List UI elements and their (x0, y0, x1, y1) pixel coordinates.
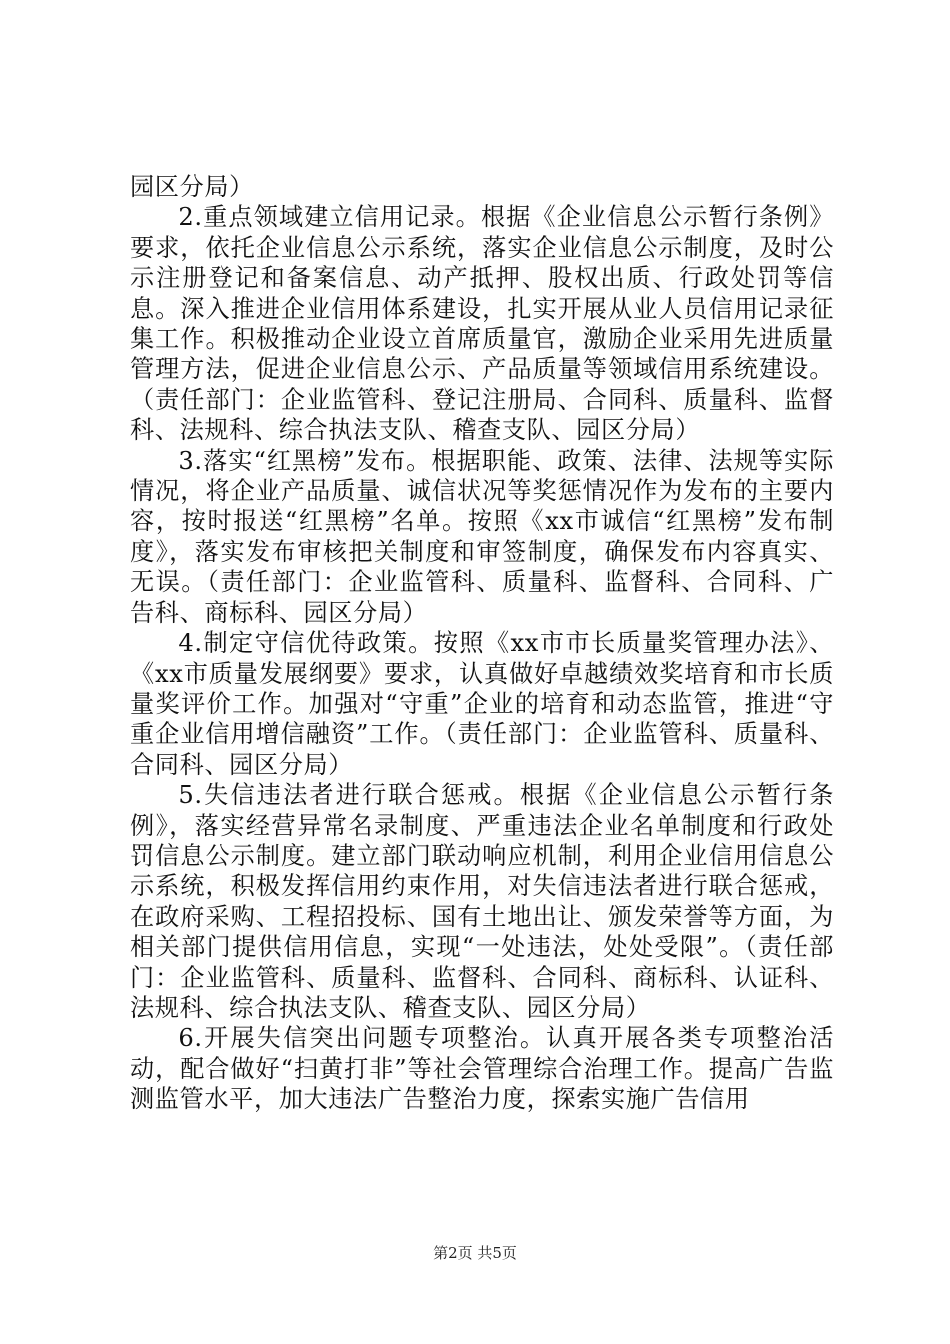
paragraph-item-6: 6.开展失信突出问题专项整治。认真开展各类专项整治活动，配合做好“扫黄打非”等社会管理综合治理工作。提高广告监测监管水平，加大违法广告整治力度，探索实施广告信用 (130, 1024, 834, 1114)
paragraph-item-3: 3.落实“红黑榜”发布。根据职能、政策、法律、法规等实际情况，将企业产品质量、诚信状况等奖惩情况作为发布的主要内容，按时报送“红黑榜”名单。按照《xx市诚信“红黑榜”发布制度》，落实发布审核把关制度和审签制度，确保发布内容真实、无误。（责任部门：企业监管科、质量科、监督科、合同科、广告科、商标科、园区分局） (130, 446, 834, 627)
paragraph-item-2: 2.重点领域建立信用记录。根据《企业信息公示暂行条例》要求，依托企业信息公示系统，落实企业信息公示制度，及时公示注册登记和备案信息、动产抵押、股权出质、行政处罚等信息。深入推进企业信用体系建设，扎实开展从业人员信用记录征集工作。积极推动企业设立首席质量官，激励企业采用先进质量管理方法，促进企业信息公示、产品质量等领域信用系统建设。（责任部门：企业监管科、登记注册局、合同科、质量科、监督科、法规科、综合执法支队、稽查支队、园区分局） (130, 203, 834, 445)
paragraph-continuation: 园区分局） (130, 173, 254, 201)
paragraph-item-4: 4.制定守信优待政策。按照《xx市市长质量奖管理办法》、《xx市质量发展纲要》要求，认真做好卓越绩效奖培育和市长质量奖评价工作。加强对“守重”企业的培育和动态监管，推进“守重企业信用增信融资”工作。（责任部门：企业监管科、质量科、合同科、园区分局） (130, 629, 834, 779)
document-body (130, 172, 834, 1115)
page-footer (0, 1243, 950, 1263)
page-number-label: 第2页 共5页 (433, 1244, 517, 1262)
paragraph-item-5: 5.失信违法者进行联合惩戒。根据《企业信息公示暂行条例》，落实经营异常名录制度、严重违法企业名单制度和行政处罚信息公示制度。建立部门联动响应机制，利用企业信用信息公示系统，积极发挥信用约束作用，对失信违法者进行联合惩戒，在政府采购、工程招投标、国有土地出让、颁发荣誉等方面，为相关部门提供信用信息，实现“一处违法，处处受限”。（责任部门：企业监管科、质量科、监督科、合同科、商标科、认证科、法规科、综合执法支队、稽查支队、园区分局） (130, 781, 834, 1022)
